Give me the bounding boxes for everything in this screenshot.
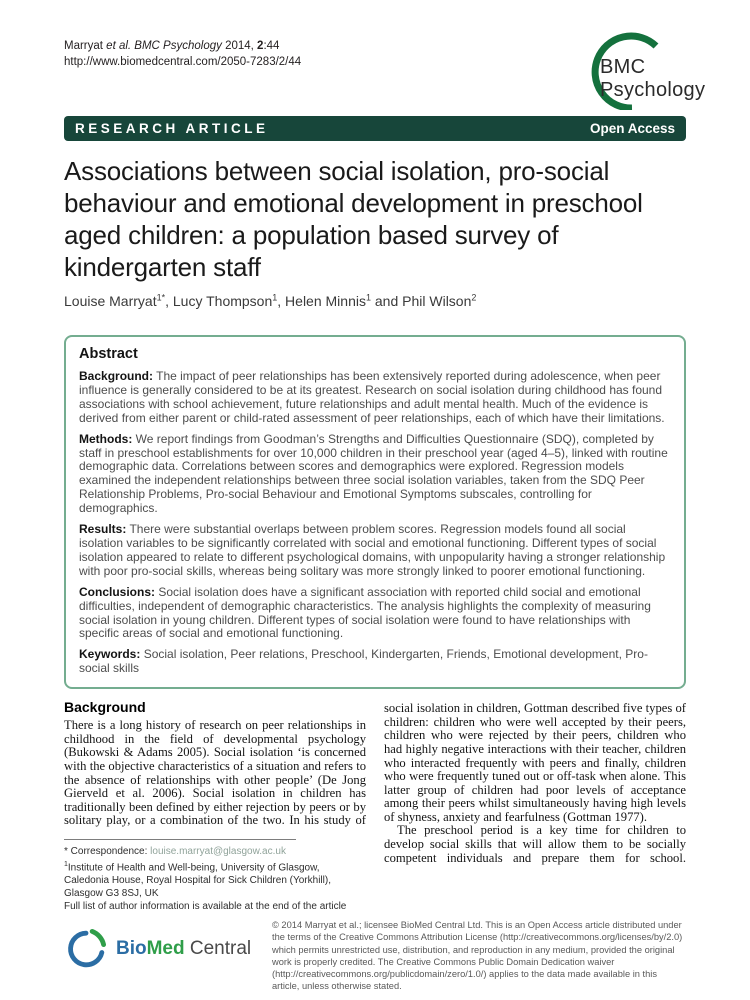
affiliation-line: $^1$Institute of Health and Well-being, University of Glasgow, Caledonia House, Royal Hospital for Sick Children (Yorkhill), Glasgow G3 8SJ, UK [64, 860, 331, 900]
abstract-methods-label: Methods: [79, 431, 133, 446]
author-affiliation-sup: 1 [272, 292, 278, 303]
biomed-central-logo [64, 919, 272, 973]
abstract-conclusions-label: Conclusions: [79, 584, 156, 599]
section-heading-background: Background [64, 699, 146, 716]
abstract-box [64, 335, 686, 689]
body-columns [64, 699, 686, 913]
citation-line [64, 38, 301, 54]
bmc-psychology-logo [574, 30, 706, 110]
citation-pages: :44 [263, 40, 280, 52]
citation-authors: Marryat [64, 40, 107, 52]
biomed-ring-icon [64, 925, 108, 973]
article-type-label: RESEARCH ARTICLE [75, 121, 269, 136]
bmc-logo-line2: Psychology [600, 79, 706, 101]
bmc-logo-text [600, 56, 705, 102]
author: Helen Minnis$^1$ and [285, 292, 403, 309]
citation-journal: et al. BMC Psychology [106, 40, 226, 52]
abstract-heading: Abstract [79, 346, 138, 362]
author-affiliation-sup: 2 [471, 292, 477, 303]
bmc-logo-line1: BMC [600, 56, 646, 78]
author-list [64, 293, 686, 309]
publisher-footer [64, 919, 686, 992]
author: Lucy Thompson$^1$, [172, 292, 286, 309]
article-page [64, 0, 706, 992]
correspondence-email-link[interactable]: louise.marryat@glasgow.ac.uk [150, 845, 286, 857]
abstract-conclusions: Conclusions: Social isolation does have a significant association with reported child social and emotional difficulties, independent of demographic characteristics. The analysis highlights the complexity of measuring social isolation in young children. Different types of social isolation were found to have relationships with specific areas of social and emotional functioning. [79, 584, 651, 641]
citation-url: http://www.biomedcentral.com/2050-7283/2/44 [64, 56, 302, 69]
author-affiliation-sup: 1* [156, 292, 166, 303]
correspondence-footnote [64, 839, 366, 913]
footnote-divider [64, 839, 296, 840]
abstract-methods: Methods: We report findings from Goodman’s Strengths and Difficulties Questionnaire (SDQ), completed by staff in preschool establishments for over 10,000 children in their preschool year (aged 4–5), linked with routine demographic data. Correlations between scores and demographics were explored. Regression models examined the independent relationships between three social isolation variables, taken from the SDQ Peer Relationship Problems, Pro-social Behaviour and Emotional Symptoms subscales, controlling for demographics. [79, 431, 668, 516]
author-info-note: Full list of author information is available at the end of the article [64, 901, 347, 913]
citation-block [64, 30, 301, 70]
abstract-background-label: Background: [79, 369, 154, 383]
right-column [384, 699, 686, 913]
abstract-keywords: Keywords: Social isolation, Peer relations, Preschool, Kindergarten, Friends, Emotional development, Pro-social skills [79, 647, 648, 676]
page-header [64, 30, 706, 110]
biomed-central-wordmark: BioMed Central [116, 938, 252, 960]
body-paragraph: social isolation in children, Gottman described five types of children: children who were well accepted by their peers, children who were rejected by their peers, children who had highly negative interactions with their teacher, children who interacted frequently with peers and finally, children who were frequently tuned out or off-task when alone. This latter group of children had poor levels of acceptance among their peers whilst simultaneously having high levels of shyness, anxiety and fearfulness (Gottman 1977). [384, 701, 686, 824]
article-type-banner [64, 116, 686, 141]
author: Louise Marryat$^{1*}$, [64, 292, 173, 309]
body-paragraph: The preschool period is a key time for children to develop social skills that will allow them to be socially competent individuals and prepare them for school. [384, 823, 686, 865]
citation-year: 2014, [225, 40, 258, 52]
abstract-keywords-label: Keywords: [79, 647, 141, 662]
correspondence-line: * Correspondence: louise.marryat@glasgow.ac.uk [64, 845, 286, 857]
article-title: Associations between social isolation, pro-social behaviour and emotional development in preschool aged children: a population based survey of kindergarten staff [64, 156, 643, 282]
copyright-notice: © 2014 Marryat et al.; licensee BioMed Central Ltd. This is an Open Access article distributed under the terms of the Creative Commons Attribution License (http://creativecommons.org/licenses/by/2.0) which permits unrestricted use, distribution, and reproduction in any medium, provided the original work is properly credited. The Creative Commons Public Domain Dedication waiver (http://creativecommons.org/publicdomain/zero/1.0/) applies to the data made available in this article, unless otherwise stated. [272, 920, 683, 992]
abstract-results: Results: There were substantial overlaps between problem scores. Regression models found all social isolation variables to be significantly correlated with social and emotional functioning. Different types of social isolation appeared to relate to different psychological domains, with unpopularity having a stronger relationship with poor pro-social skills, whereas being solitary was more strongly linked to poorer emotional functioning. [79, 522, 666, 578]
citation-volume: 2 [257, 40, 264, 52]
left-column [64, 699, 366, 913]
body-paragraph: There is a long history of research on peer relationships in childhood in the field of developmental psychology (Bukowski & Adams 2005). Social isolation ‘is concerned with the objective characteristics of a situation and refers to the absence of relationships with other people’ (De Jong Gierveld et al. 2006). Social isolation in children has traditionally been defined by either rejection by peers or by solitary play, or a combination of the two. In his study of [64, 718, 366, 828]
abstract-results-label: Results: [79, 522, 127, 537]
abstract-background: Background: The impact of peer relationships has been extensively reported during adolescence, when peer influence is generally considered to be at its greatest. Research on social isolation during childhood has found associations with school achievement, future relationships and adult mental health. Much of the evidence is derived from either parent or child-rated assessment of peer relationships, each of which have their limitations. [79, 369, 665, 425]
open-access-label: Open Access [589, 121, 675, 136]
author: Phil Wilson$^2$ [402, 292, 477, 309]
author-affiliation-sup: 1 [365, 292, 371, 303]
affiliation-sup: 1 [64, 860, 68, 868]
